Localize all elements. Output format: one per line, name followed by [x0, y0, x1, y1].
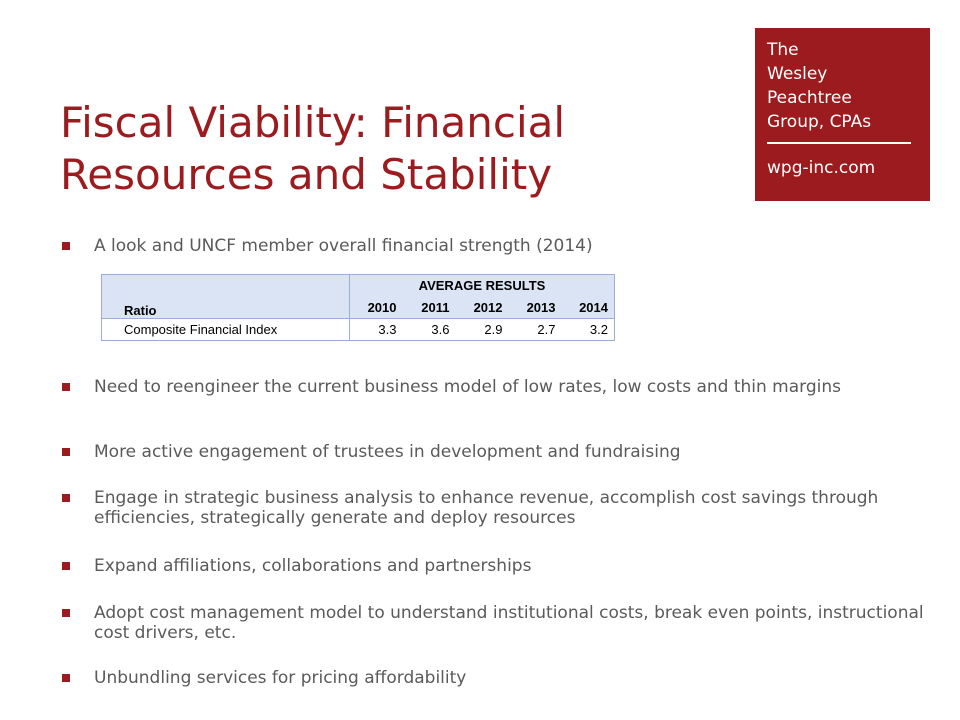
- bullet-text: Engage in strategic business analysis to enhance revenue, accomplish cost savings through efficiencies, strategically generate and deploy resources: [94, 488, 879, 528]
- square-bullet-icon: [62, 562, 70, 570]
- table-header-year: 2010: [350, 297, 403, 319]
- bullet-item: [62, 488, 946, 528]
- bullet-item: [62, 668, 946, 688]
- bullet-item: [62, 603, 946, 643]
- slide-title-line-2: Resources and Stability: [60, 150, 553, 199]
- square-bullet-icon: [62, 494, 70, 502]
- bullet-text: A look and UNCF member overall financial strength (2014): [94, 236, 593, 256]
- slide-title: [60, 97, 720, 201]
- results-table: [101, 274, 615, 341]
- table-header-ratio: Ratio: [102, 275, 350, 319]
- table-row: [102, 319, 615, 341]
- table-cell-value: 3.3: [350, 319, 403, 341]
- square-bullet-icon: [62, 448, 70, 456]
- square-bullet-icon: [62, 242, 70, 250]
- square-bullet-icon: [62, 674, 70, 682]
- bullet-text: Expand affiliations, collaborations and partnerships: [94, 556, 532, 576]
- logo-website: wpg-inc.com: [767, 158, 876, 178]
- table-cell-value: 3.6: [403, 319, 456, 341]
- table-header-year: 2012: [456, 297, 509, 319]
- logo-line-2: Wesley: [767, 64, 828, 84]
- logo-line-1: The: [767, 40, 799, 60]
- bullet-text: Need to reengineer the current business model of low rates, low costs and thin margins: [94, 377, 841, 397]
- bullet-text: Adopt cost management model to understand institutional costs, break even points, instructional cost drivers, etc.: [94, 603, 924, 643]
- bullet-text: Unbundling services for pricing affordability: [94, 668, 467, 688]
- table-cell-value: 3.2: [562, 319, 615, 341]
- logo-line-3: Peachtree: [767, 88, 852, 108]
- bullet-item: [62, 442, 946, 462]
- company-logo-box: [755, 28, 930, 201]
- square-bullet-icon: [62, 383, 70, 391]
- table-header-year: 2011: [403, 297, 456, 319]
- bullet-item: [62, 236, 946, 256]
- bullet-item: [62, 377, 946, 397]
- table-header-year: 2014: [562, 297, 615, 319]
- logo-divider: [767, 142, 911, 144]
- table-cell-ratio-name: Composite Financial Index: [102, 319, 350, 341]
- table-header-year: 2013: [509, 297, 562, 319]
- table-cell-value: 2.7: [509, 319, 562, 341]
- slide-title-line-1: Fiscal Viability: Financial: [60, 98, 566, 147]
- logo-line-4: Group, CPAs: [767, 112, 872, 132]
- bullet-text: More active engagement of trustees in development and fundraising: [94, 442, 681, 462]
- square-bullet-icon: [62, 609, 70, 617]
- bullet-item: [62, 556, 946, 576]
- table-cell-value: 2.9: [456, 319, 509, 341]
- table-header-average-results: AVERAGE RESULTS: [350, 275, 615, 297]
